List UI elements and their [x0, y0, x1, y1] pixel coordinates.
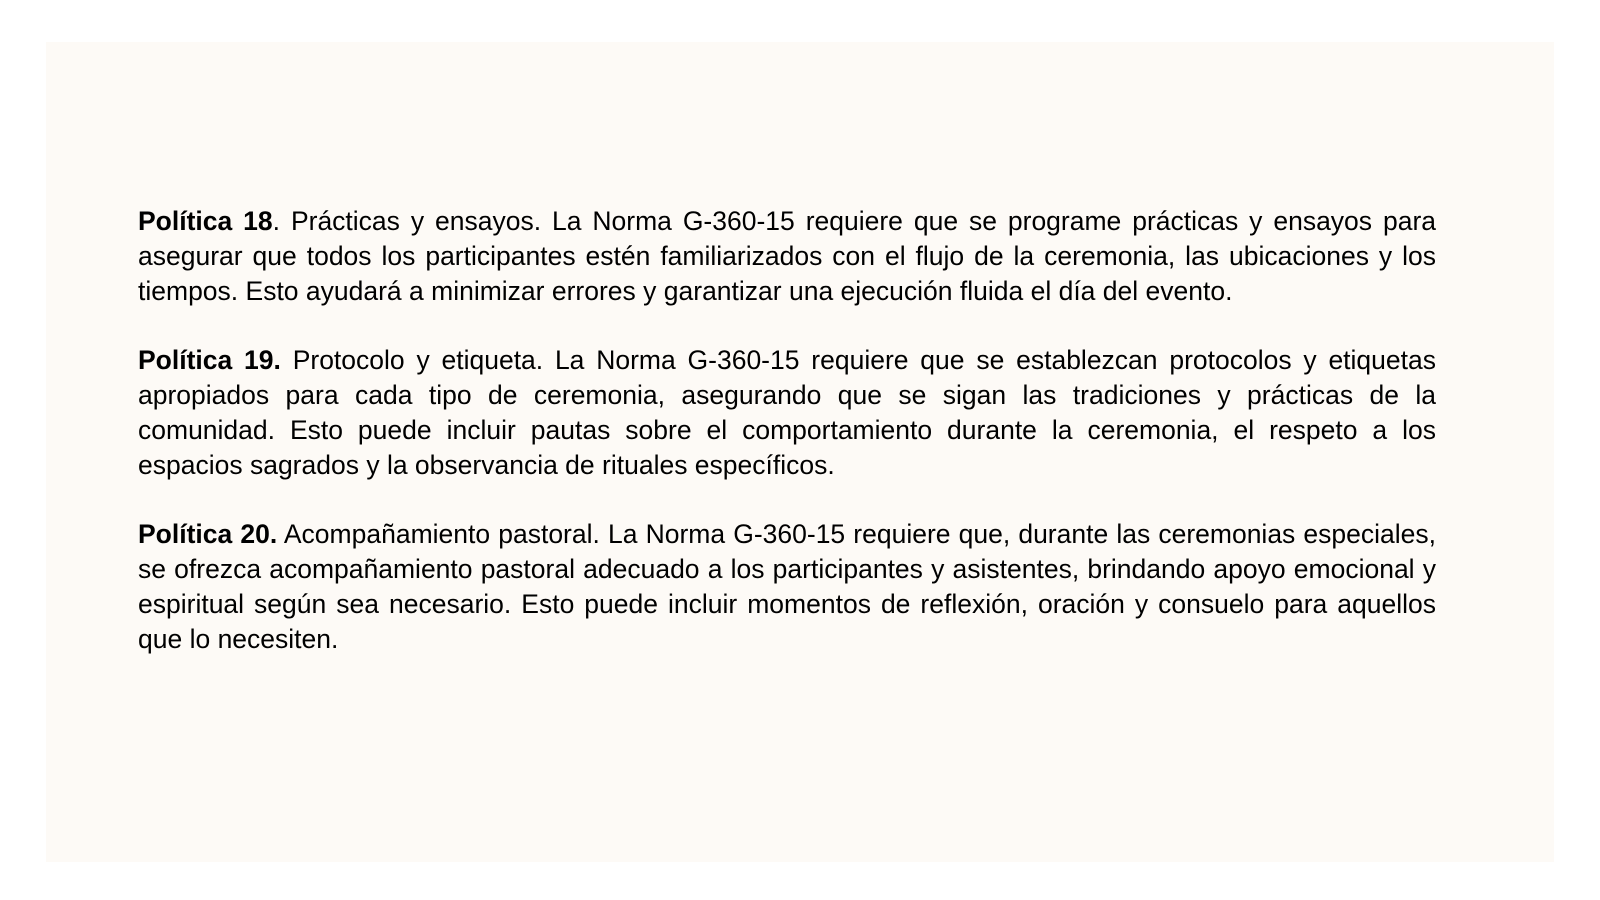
policy-20-text: Acompañamiento pastoral. La Norma G-360-15 requiere que, durante las ceremonias especiales, se ofrezca acompañamiento pastoral adecuado a los participantes y asistentes, brindando apoyo emocional y espiritual según sea necesario. Esto puede incluir momentos de reflexión, oración y consuelo para aquellos que lo necesiten.	[138, 519, 1437, 654]
policy-19-text: Protocolo y etiqueta. La Norma G-360-15 requiere que se establezcan protocolos y etiquetas apropiados para cada tipo de ceremonia, asegurando que se sigan las tradiciones y prácticas de la comunidad. Esto puede incluir pautas sobre el comportamiento durante la ceremonia, el respeto a los espacios sagrados y la observancia de rituales específicos.	[138, 345, 1436, 480]
policy-20	[138, 517, 1436, 657]
policy-19-label: Política 19.	[138, 345, 281, 375]
policy-18	[138, 204, 1436, 309]
slide	[46, 42, 1554, 862]
policy-18-text: . Prácticas y ensayos. La Norma G-360-15 requiere que se programe prácticas y ensayos para asegurar que todos los participantes estén familiarizados con el flujo de la ceremonia, las ubicaciones y los tiempos. Esto ayudará a minimizar errores y garantizar una ejecución fluida el día del evento.	[138, 206, 1437, 306]
policy-18-label: Política 18	[138, 206, 273, 236]
policy-19	[138, 343, 1436, 483]
policy-list	[138, 204, 1436, 657]
policy-20-label: Política 20.	[138, 519, 278, 549]
